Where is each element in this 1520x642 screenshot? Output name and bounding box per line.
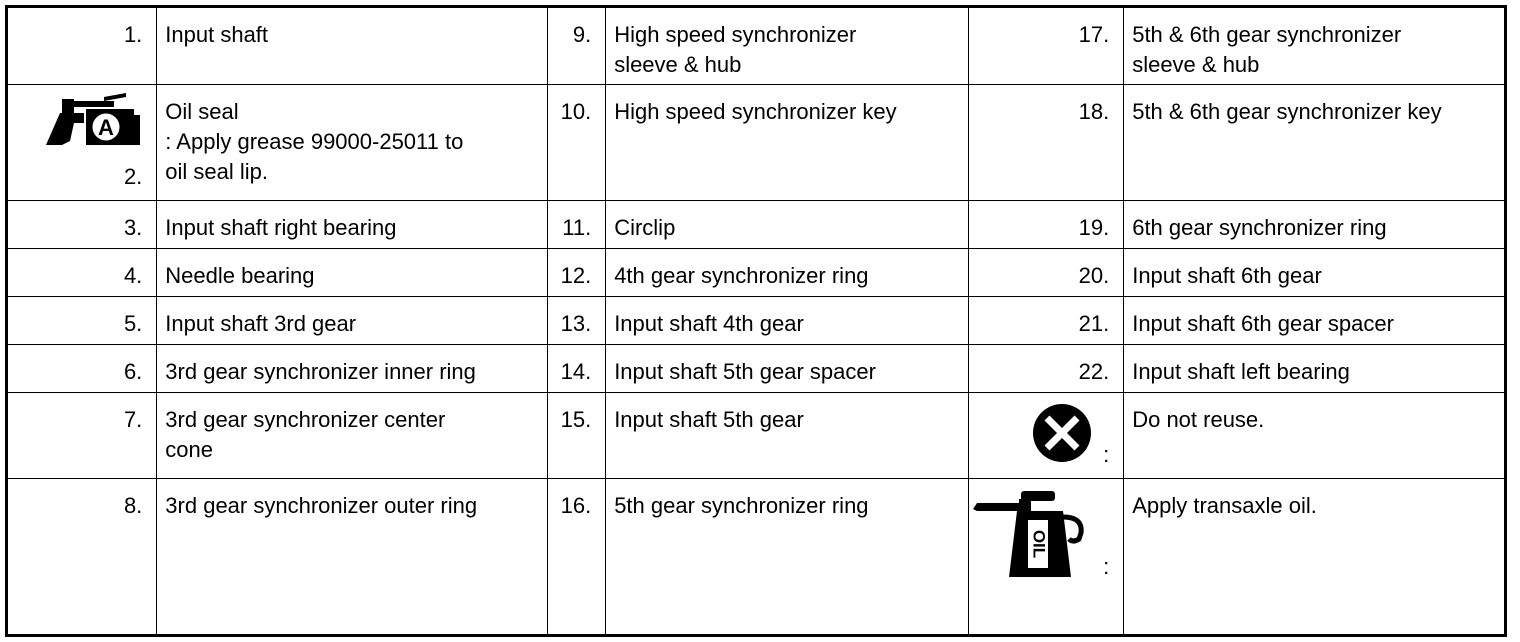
item-number: 11.: [548, 201, 606, 249]
item-description: Input shaft 6th gear spacer: [1124, 297, 1506, 345]
item-number: 18.: [968, 85, 1123, 201]
item-number: 3.: [7, 201, 157, 249]
item-description: High speed synchronizer key: [606, 85, 969, 201]
item-description: 6th gear synchronizer ring: [1124, 201, 1506, 249]
item-description: Input shaft 5th gear: [606, 393, 969, 479]
table-row: [7, 393, 1506, 479]
item-description: 5th gear synchronizer ring: [606, 479, 969, 636]
item-description: Input shaft 6th gear: [1124, 249, 1506, 297]
item-description: Input shaft right bearing: [157, 201, 548, 249]
item-description: 4th gear synchronizer ring: [606, 249, 969, 297]
item-description: Input shaft: [157, 7, 548, 85]
svg-text:OIL: OIL: [1029, 529, 1049, 559]
item-description: Input shaft 4th gear: [606, 297, 969, 345]
item-number: 21.: [968, 297, 1123, 345]
item-number: 5.: [7, 297, 157, 345]
item-number: 15.: [548, 393, 606, 479]
item-description: 3rd gear synchronizer inner ring: [157, 345, 548, 393]
item-number: 19.: [968, 201, 1123, 249]
item-description: 3rd gear synchronizer outer ring: [157, 479, 548, 636]
svg-text:A: A: [98, 115, 114, 140]
item-number: 16.: [548, 479, 606, 636]
item-number: 4.: [7, 249, 157, 297]
do-not-reuse-icon: [1031, 402, 1093, 464]
item-description: Input shaft 5th gear spacer: [606, 345, 969, 393]
item-number: 13.: [548, 297, 606, 345]
item-number: 17.: [968, 7, 1123, 85]
item-number: 8.: [7, 479, 157, 636]
table-row: [7, 249, 1506, 297]
item-description: 5th & 6th gear synchronizer sleeve & hub: [1124, 7, 1506, 85]
item-description: Circlip: [606, 201, 969, 249]
symbol-cell: [968, 479, 1123, 636]
item-description: Do not reuse.: [1124, 393, 1506, 479]
item-number: 2.: [123, 164, 143, 189]
item-number: 10.: [548, 85, 606, 201]
item-number: 22.: [968, 345, 1123, 393]
item-number: 14.: [548, 345, 606, 393]
symbol-colon: :: [1103, 554, 1110, 579]
item-description: Input shaft 3rd gear: [157, 297, 548, 345]
item-description: High speed synchronizer sleeve & hub: [606, 7, 969, 85]
item-description: Oil seal : Apply grease 99000-25011 to oil seal lip.: [157, 85, 548, 201]
item-number: 7.: [7, 393, 157, 479]
item-number: 20.: [968, 249, 1123, 297]
oil-can-icon: [973, 489, 1091, 589]
table-row: [7, 85, 1506, 201]
symbol-colon: :: [1103, 442, 1110, 467]
item-description: Apply transaxle oil.: [1124, 479, 1506, 636]
item-number-with-icon: [7, 85, 157, 201]
item-number: 1.: [7, 7, 157, 85]
table-row: [7, 297, 1506, 345]
item-description: 3rd gear synchronizer center cone: [157, 393, 548, 479]
symbol-cell: [968, 393, 1123, 479]
grease-a-icon: [40, 93, 150, 153]
table-row: [7, 7, 1506, 85]
item-number: 6.: [7, 345, 157, 393]
item-description: Needle bearing: [157, 249, 548, 297]
parts-legend-table: [5, 5, 1507, 637]
item-description: Input shaft left bearing: [1124, 345, 1506, 393]
table-row: [7, 479, 1506, 636]
table-row: [7, 201, 1506, 249]
table-row: [7, 345, 1506, 393]
item-number: 9.: [548, 7, 606, 85]
item-description: 5th & 6th gear synchronizer key: [1124, 85, 1506, 201]
item-number: 12.: [548, 249, 606, 297]
